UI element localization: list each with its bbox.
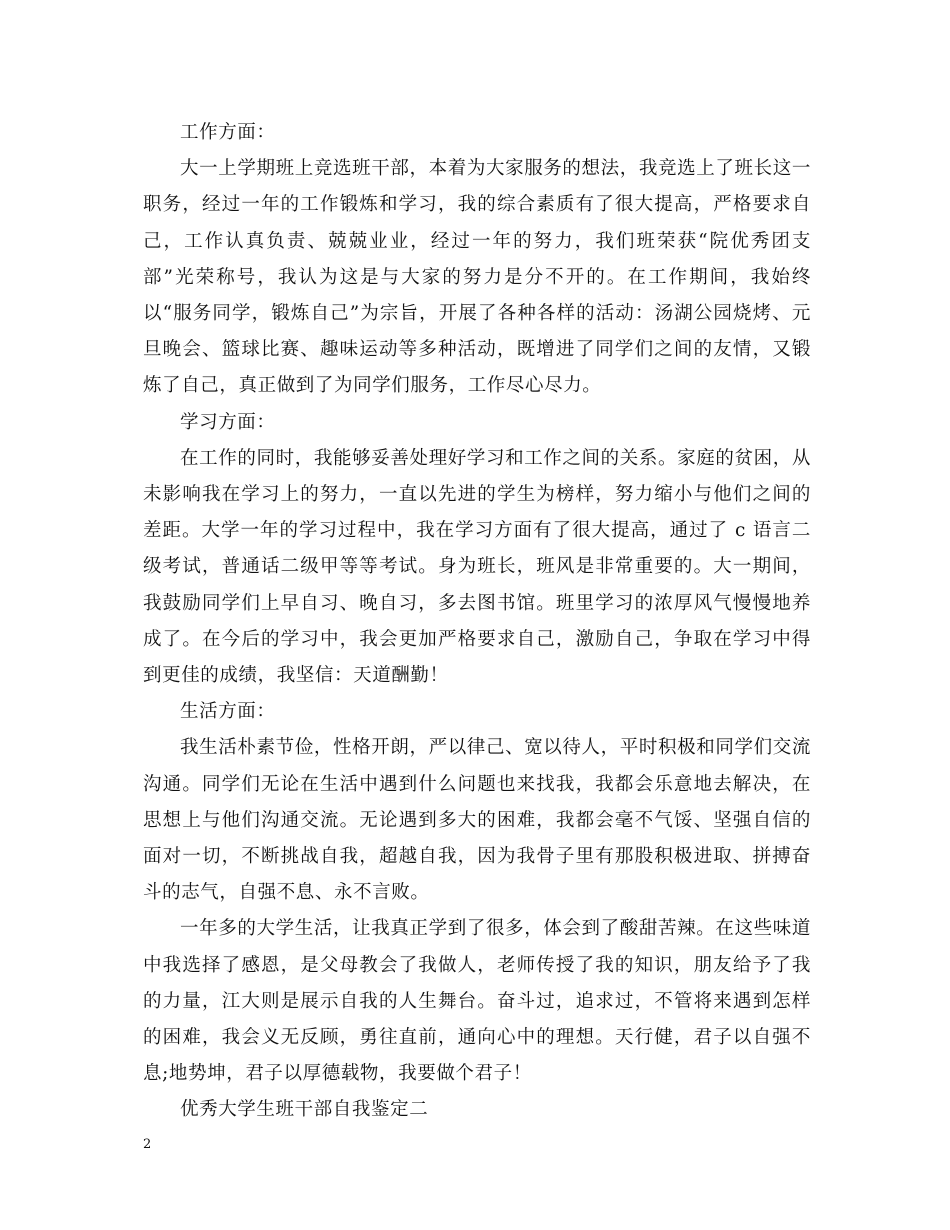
paragraph-summary: 一年多的大学生活，让我真正学到了很多，体会到了酸甜苦辣。在这些味道中我选择了感恩，是父母教会了我做人，老师传授了我的知识，朋友给予了我的力量，江大则是展示自我的人生舞台。奋斗过，追求过，不管将来遇到怎样的困难，我会义无反顾，勇往直前，通向心中的理想。天行健，君子以自强不息;地势坤，君子以厚德载物，我要做个君子！ [143,918,811,1085]
paragraph-work: 大一上学期班上竞选班干部，本着为大家服务的想法，我竞选上了班长这一职务，经过一年的工作锻炼和学习，我的综合素质有了很大提高，严格要求自己，工作认真负责、兢兢业业，经过一年的努力，我们班荣获“院优秀团支部”光荣称号，我认为这是与大家的努力是分不开的。在工作期间，我始终以“服务同学，锻炼自己”为宗旨，开展了各种各样的活动：汤湖公园烧烤、元旦晚会、篮球比赛、趣味运动等多种活动，既增进了同学们之间的友情，又锻炼了自己，真正做到了为同学们服务，工作尽心尽力。 [143,158,811,397]
paragraph-study: 在工作的同时，我能够妥善处理好学习和工作之间的关系。家庭的贫困，从未影响我在学习上的努力，一直以先进的学生为榜样，努力缩小与他们之间的差距。大学一年的学习过程中，我在学习方面有了很大提高，通过了 c 语言二级考试，普通话二级甲等等考试。身为班长，班风是非常重要的。大一期间，我鼓励同学们上早自习、晚自习，多去图书馆。班里学习的浓厚风气慢慢地养成了。在今后的学习中，我会更加严格要求自己，激励自己，争取在学习中得到更佳的成绩，我坚信：天道酬勤！ [143,447,811,687]
next-section-title: 优秀大学生班干部自我鉴定二 [180,1099,429,1121]
page-number: 2 [143,1137,152,1152]
section-heading-study: 学习方面： [180,411,276,433]
section-heading-work: 工作方面： [180,122,276,143]
document-body [143,115,811,1129]
section-heading-life: 生活方面： [180,701,276,723]
paragraph-life: 我生活朴素节俭，性格开朗，严以律己、宽以待人，平时积极和同学们交流沟通。同学们无论在生活中遇到什么问题也来找我，我都会乐意地去解决，在思想上与他们沟通交流。无论遇到多大的困难，我都会毫不气馁、坚强自信的面对一切，不断挑战自我，超越自我，因为我骨子里有那股积极进取、拼搏奋斗的志气，自强不息、永不言败。 [143,737,811,904]
